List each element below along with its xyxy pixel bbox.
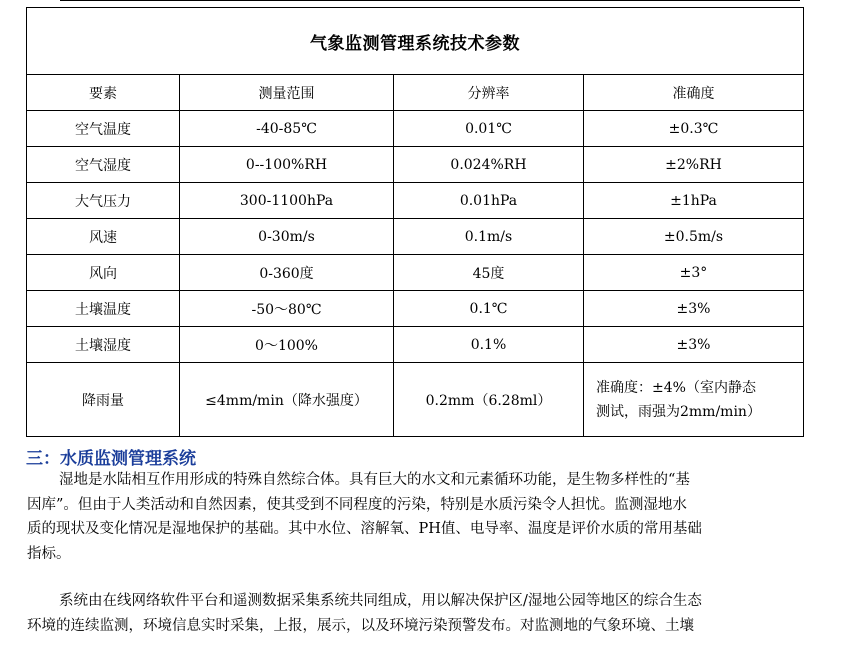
cell-accuracy: ±3% xyxy=(584,327,804,363)
cell-range: ≤4mm/min（降水强度） xyxy=(180,363,394,437)
cell-range: 0～100% xyxy=(180,327,394,363)
top-rule xyxy=(60,0,800,1)
cell-range: -50～80℃ xyxy=(180,291,394,327)
cell-element: 空气湿度 xyxy=(27,147,180,183)
cell-accuracy: ±3° xyxy=(584,255,804,291)
section-heading: 三：水质监测管理系统 xyxy=(26,449,196,469)
note-line: 准确度：±4%（室内静态 xyxy=(596,379,756,396)
cell-accuracy-note xyxy=(584,363,804,437)
table-row xyxy=(27,111,804,147)
table-row xyxy=(27,327,804,363)
cell-accuracy: ±0.5m/s xyxy=(584,219,804,255)
cell-resolution: 0.01hPa xyxy=(394,183,584,219)
table-row xyxy=(27,183,804,219)
paragraph-line: 因库”。但由于人类活动和自然因素，使其受到不同程度的污染，特别是水质污染令人担忧。监测湿地水 xyxy=(27,496,687,513)
paragraph-intro xyxy=(27,468,807,566)
cell-accuracy: ±0.3℃ xyxy=(584,111,804,147)
paragraph-line: 质的现状及变化情况是湿地保护的基础。其中水位、溶解氧、PH值、电导率、温度是评价水质的常用基础 xyxy=(27,521,702,538)
cell-resolution: 0.2mm（6.28ml） xyxy=(394,363,584,437)
cell-resolution: 0.1m/s xyxy=(394,219,584,255)
header-element: 要素 xyxy=(27,75,180,111)
cell-accuracy: ±2%RH xyxy=(584,147,804,183)
header-resolution: 分辨率 xyxy=(394,75,584,111)
table-row xyxy=(27,147,804,183)
table-row xyxy=(27,291,804,327)
cell-resolution: 0.1℃ xyxy=(394,291,584,327)
paragraph-system xyxy=(27,589,807,638)
table-title-row xyxy=(27,8,804,75)
cell-element: 风向 xyxy=(27,255,180,291)
cell-element: 土壤温度 xyxy=(27,291,180,327)
table-row xyxy=(27,255,804,291)
cell-range: 300-1100hPa xyxy=(180,183,394,219)
table-row xyxy=(27,219,804,255)
cell-resolution: 0.024%RH xyxy=(394,147,584,183)
table-title: 气象监测管理系统技术参数 xyxy=(27,8,804,75)
paragraph-line: 系统由在线网络软件平台和遥测数据采集系统共同组成，用以解决保护区/湿地公园等地区的综合生态 xyxy=(59,593,702,609)
header-range: 测量范围 xyxy=(180,75,394,111)
cell-accuracy: ±1hPa xyxy=(584,183,804,219)
note-line: 测试，雨强为2mm/min） xyxy=(596,403,761,420)
header-accuracy: 准确度 xyxy=(584,75,804,111)
cell-element: 土壤湿度 xyxy=(27,327,180,363)
cell-element: 空气温度 xyxy=(27,111,180,147)
cell-range: 0-30m/s xyxy=(180,219,394,255)
cell-element: 降雨量 xyxy=(27,363,180,437)
cell-range: 0--100%RH xyxy=(180,147,394,183)
cell-element: 风速 xyxy=(27,219,180,255)
cell-element: 大气压力 xyxy=(27,183,180,219)
table-header-row xyxy=(27,75,804,111)
table-row-rainfall xyxy=(27,363,804,437)
cell-range: 0-360度 xyxy=(180,255,394,291)
paragraph-line: 环境的连续监测，环境信息实时采集，上报，展示，以及环境污染预警发布。对监测地的气象环境、土壤 xyxy=(27,617,694,634)
cell-accuracy: ±3% xyxy=(584,291,804,327)
cell-resolution: 0.1% xyxy=(394,327,584,363)
cell-resolution: 45度 xyxy=(394,255,584,291)
paragraph-line: 湿地是水陆相互作用形成的特殊自然综合体。具有巨大的水文和元素循环功能，是生物多样性的“基 xyxy=(59,472,690,488)
cell-resolution: 0.01℃ xyxy=(394,111,584,147)
paragraph-line: 指标。 xyxy=(27,545,71,562)
tech-params-table xyxy=(26,7,804,437)
cell-range: -40-85℃ xyxy=(180,111,394,147)
